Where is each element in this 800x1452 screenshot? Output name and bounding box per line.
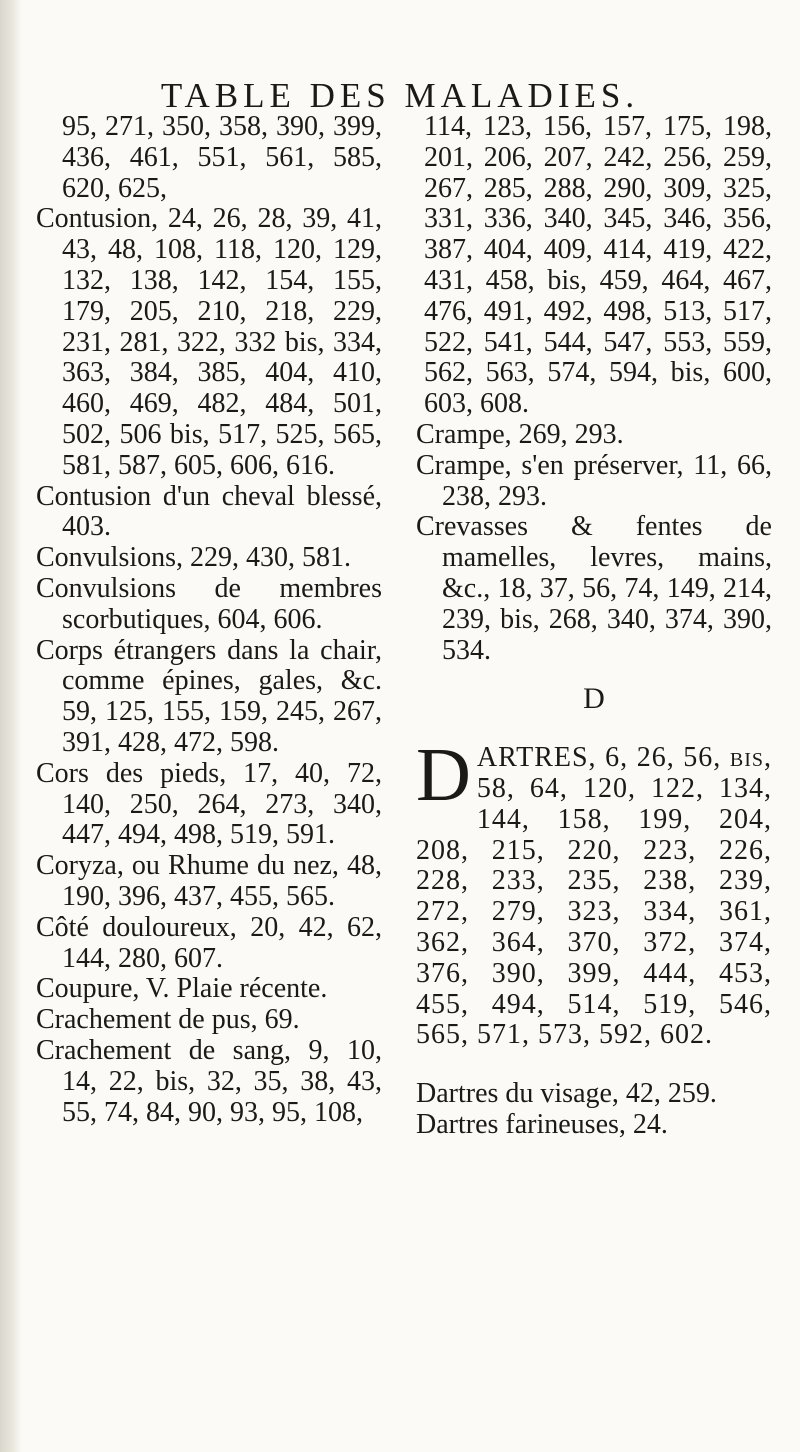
dropcap-entry — [416, 733, 772, 1051]
index-entry: Cors des pieds, 17, 40, 72, 140, 250, 264, 273, 340, 447, 494, 498, 519, 591. — [36, 757, 382, 851]
drop-cap: D — [416, 733, 471, 818]
index-entry: Dartres farineuses, 24. — [416, 1108, 668, 1140]
right-column — [416, 112, 772, 1141]
index-entry: Coryza, ou Rhume du nez, 48, 190, 396, 437, 455, 565. — [36, 850, 382, 912]
index-entry: Corps étrangers dans la chair, comme épines, gales, &c. 59, 125, 155, 159, 245, 267, 391, 428, 472, 598. — [36, 634, 382, 758]
section-letter: D — [583, 682, 605, 716]
left-column — [36, 112, 382, 1128]
book-binding-shadow — [0, 0, 22, 1452]
index-entry: 114, 123, 156, 157, 175, 198, 201, 206, 207, 242, 256, 259, 267, 285, 288, 290, 309, 325, 331, 336, 340, 345, 346, 356, 387, 404, 409, 414, 419, 422, 431, 458, bis, 459, 464, 467, 476, 491, 492, 498, 513, 517, 522, 541, 544, 547, 553, 559, 562, 563, 574, 594, bis, 600, 603, 608. — [424, 111, 772, 420]
index-entry: Contusion d'un cheval blessé, 403. — [36, 480, 382, 543]
index-entry: Crampe, s'en préserver, 11, 66, 238, 293. — [416, 449, 772, 512]
index-entry: 95, 271, 350, 358, 390, 399, 436, 461, 551, 561, 585, 620, 625, — [62, 111, 382, 204]
index-entry: Convulsions, 229, 430, 581. — [36, 542, 352, 574]
index-entry: Coupure, V. Plaie récente. — [36, 973, 328, 1005]
index-entry: Crevasses & fentes de mamelles, levres, mains, &c., 18, 37, 56, 74, 149, 214, 239, bis, 268, 340, 374, 390, 534. — [416, 511, 772, 666]
index-entry: Convulsions de membres scorbutiques, 604, 606. — [36, 572, 382, 635]
index-entry: Côté douloureux, 20, 42, 62, 144, 280, 607. — [36, 911, 382, 974]
index-entry: Crachement de sang, 9, 10, 14, 22, bis, 32, 35, 38, 43, 55, 74, 84, 90, 93, 95, 108, — [36, 1034, 382, 1128]
index-entry: Contusion, 24, 26, 28, 39, 41, 43, 48, 108, 118, 120, 129, 132, 138, 142, 154, 155, 179, 205, 210, 218, 229, 231, 281, 322, 332 bis, 334, 363, 384, 385, 404, 410, 460, 469, 482, 484, 501, 502, 506 bis, 517, 525, 565, 581, 587, 605, 606, 616. — [36, 203, 382, 481]
dartres-entry-text: ARTRES, 6, 26, 56, bis, 58, 64, 120, 122, 134, 144, 158, 199, 204, 208, 215, 220, 223, 226, 228, 233, 235, 238, 239, 272, 279, 323, 334, 361, 362, 364, 370, 372, 374, 376, 390, 399, 444, 453, 455, 494, 514, 519, 546, 565, 571, 573, 592, 602. — [416, 742, 772, 1051]
index-entry: Crampe, 269, 293. — [416, 418, 624, 450]
index-entry: Dartres du visage, 42, 259. — [416, 1078, 717, 1110]
page-title: TABLE DES MALADIES. — [160, 76, 640, 115]
index-entry: Crachement de pus, 69. — [36, 1004, 300, 1036]
